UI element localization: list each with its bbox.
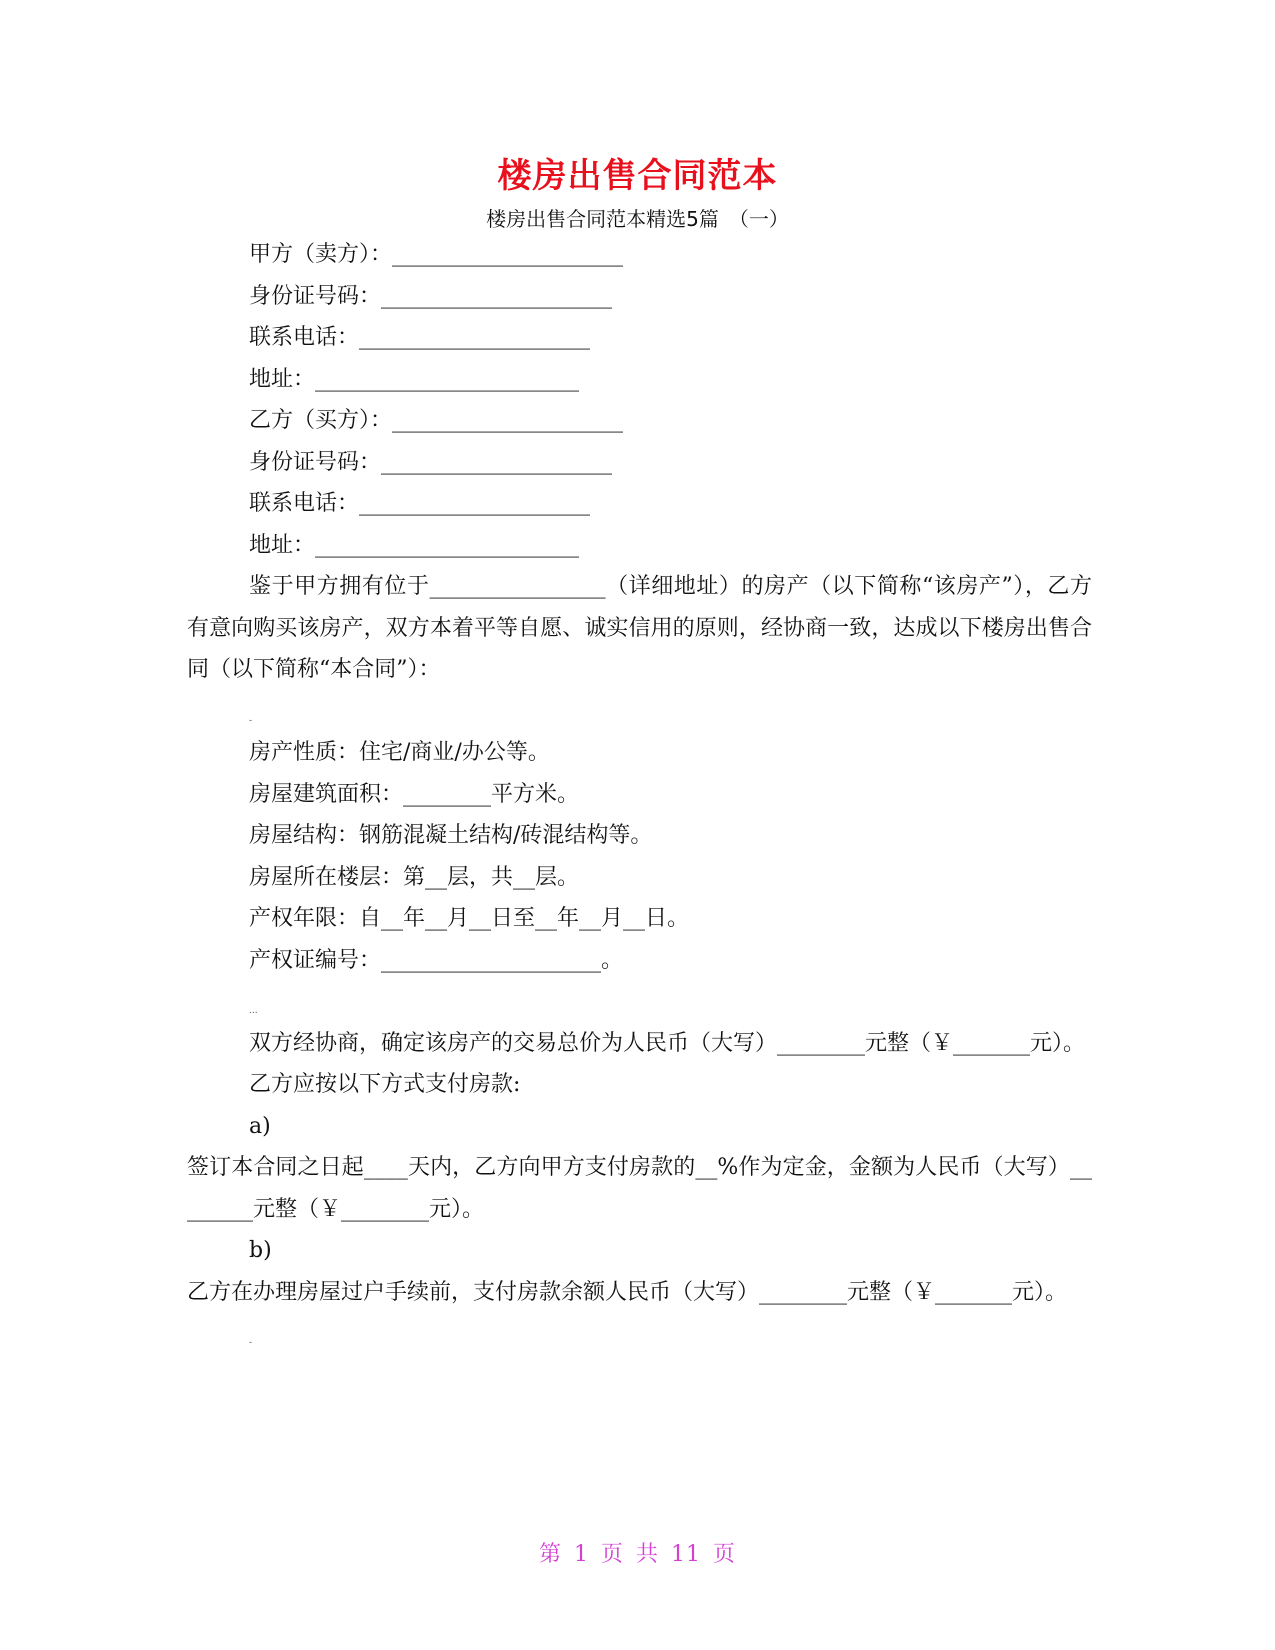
property-type-line: 房产性质：住宅/商业/办公等。 [249, 740, 550, 765]
property-floor-line: 房屋所在楼层：第__层，共__层。 [249, 864, 580, 890]
payment-b-paragraph: 乙方在办理房屋过户手续前，支付房款余额人民币（大写）________元整（￥_______元）。 [187, 1279, 1068, 1305]
property-term-line: 产权年限：自__年__月__日至__年__月__日。 [249, 906, 690, 931]
document-title: 楼房出售合同范本 [497, 156, 778, 196]
footer-current-page: 1 [573, 1542, 589, 1567]
footer-page-prefix: 第 [538, 1542, 562, 1567]
party-b-phone-line: 联系电话：_____________________ [249, 491, 591, 516]
page-footer [0, 1537, 1275, 1568]
document-body [187, 234, 1092, 1355]
payment-b-label: b) [249, 1238, 272, 1263]
footer-total-pages: 11 [671, 1542, 702, 1567]
footer-page-mid: 页 [600, 1542, 624, 1567]
party-b-name-line: 乙方（买方）：_____________________ [249, 408, 624, 433]
price-paragraph: 双方经协商，确定该房产的交易总价为人民币（大写）________元整（￥_______元）。 [249, 1030, 1086, 1056]
section-marker: - [249, 715, 253, 726]
footer-page-suffix: 页 [713, 1542, 737, 1567]
footer-total-prefix: 共 [636, 1542, 660, 1567]
property-area-line: 房屋建筑面积：________平方米。 [249, 781, 580, 807]
intro-paragraph: 鉴于甲方拥有位于________________（详细地址）的房产（以下简称“该房产”），乙方有意向购买该房产，双方本着平等自愿、诚实信用的原则，经协商一致，达成以下楼房出售合同（以下简称“本合同”）： [187, 574, 1092, 682]
section-marker: - [249, 1338, 253, 1348]
section-marker: ... [249, 1006, 258, 1016]
party-b-address-line: 地址：________________________ [249, 532, 580, 558]
property-structure-line: 房屋结构：钢筋混凝土结构/砖混结构等。 [249, 823, 653, 848]
property-certificate-line: 产权证编号：____________________。 [249, 947, 624, 973]
payment-a-label: a) [249, 1113, 271, 1139]
payment-a-paragraph: 签订本合同之日起____天内，乙方向甲方支付房款的__%作为定金，金额为人民币（大写）________元整（￥________元）。 [187, 1155, 1092, 1222]
document-subtitle: 楼房出售合同范本精选5篇 （一） [486, 207, 789, 231]
party-b-id-line: 身份证号码：_____________________ [249, 449, 613, 475]
party-a-id-line: 身份证号码：_____________________ [249, 283, 613, 309]
payment-intro-line: 乙方应按以下方式支付房款: [249, 1072, 521, 1097]
party-a-address-line: 地址：________________________ [249, 366, 580, 392]
party-a-phone-line: 联系电话：_____________________ [249, 325, 591, 350]
party-a-name-line: 甲方（卖方）：_____________________ [249, 242, 624, 267]
